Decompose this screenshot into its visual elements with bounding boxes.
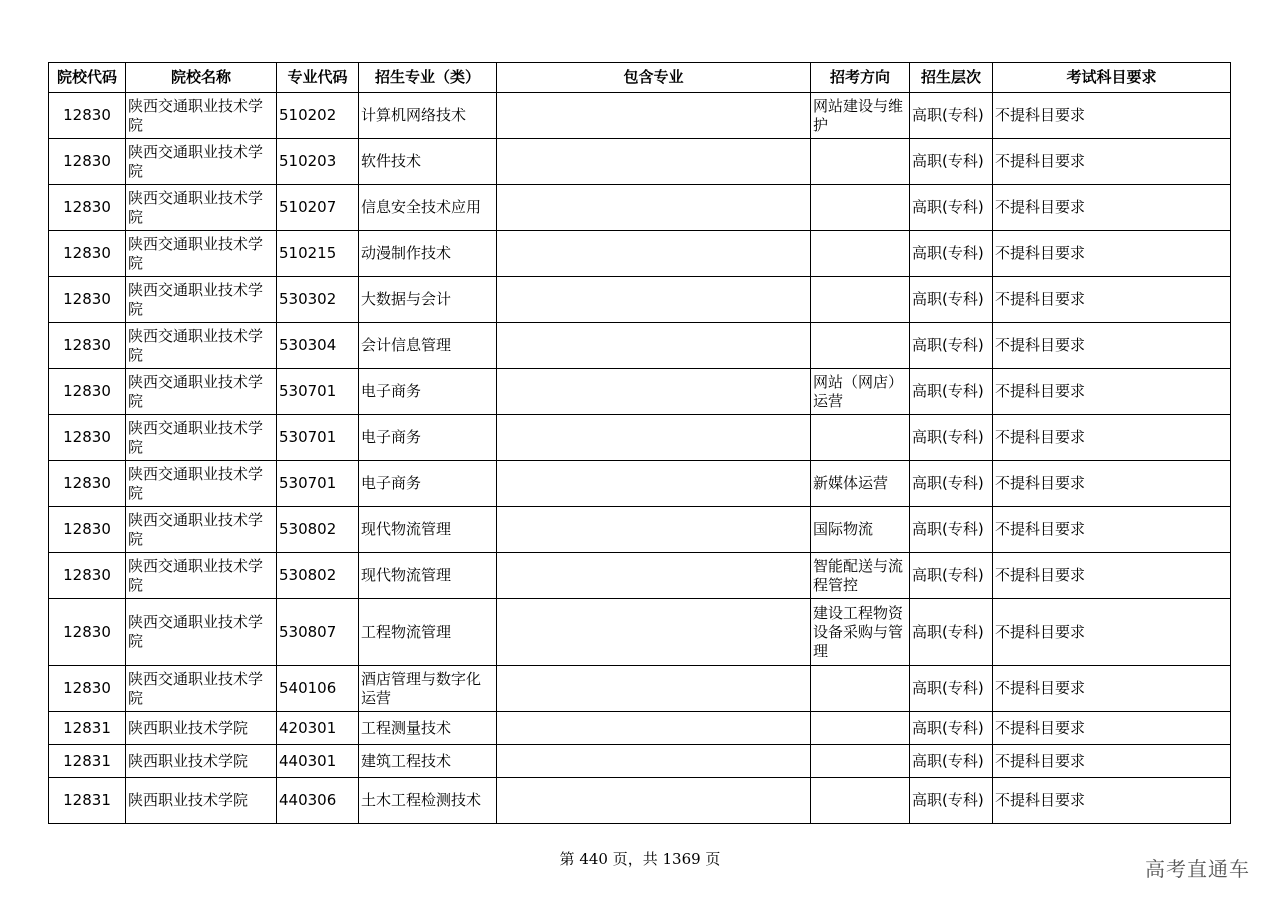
cell-subject-requirement: 不提科目要求 xyxy=(993,745,1231,778)
cell-subject-requirement: 不提科目要求 xyxy=(993,666,1231,712)
cell-subject-requirement: 不提科目要求 xyxy=(993,93,1231,139)
cell-major-category: 现代物流管理 xyxy=(359,553,497,599)
cell-subject-requirement: 不提科目要求 xyxy=(993,277,1231,323)
cell-school-name: 陕西交通职业技术学院 xyxy=(126,185,277,231)
cell-subject-requirement: 不提科目要求 xyxy=(993,415,1231,461)
cell-level: 高职(专科) xyxy=(910,231,993,277)
cell-major-code: 530701 xyxy=(277,415,359,461)
header-school-name: 院校名称 xyxy=(126,63,277,93)
cell-direction xyxy=(811,778,910,824)
table-row xyxy=(49,139,1231,185)
cell-school-code: 12830 xyxy=(49,277,126,323)
cell-school-name: 陕西交通职业技术学院 xyxy=(126,507,277,553)
cell-included-majors xyxy=(497,139,811,185)
cell-included-majors xyxy=(497,369,811,415)
cell-direction xyxy=(811,415,910,461)
cell-school-name: 陕西交通职业技术学院 xyxy=(126,369,277,415)
cell-subject-requirement: 不提科目要求 xyxy=(993,369,1231,415)
cell-school-name: 陕西交通职业技术学院 xyxy=(126,323,277,369)
header-school-code: 院校代码 xyxy=(49,63,126,93)
cell-school-name: 陕西交通职业技术学院 xyxy=(126,93,277,139)
cell-school-code: 12830 xyxy=(49,666,126,712)
cell-school-code: 12830 xyxy=(49,93,126,139)
cell-school-code: 12830 xyxy=(49,369,126,415)
cell-direction: 新媒体运营 xyxy=(811,461,910,507)
cell-subject-requirement: 不提科目要求 xyxy=(993,323,1231,369)
header-included-majors: 包含专业 xyxy=(497,63,811,93)
table-row xyxy=(49,185,1231,231)
cell-subject-requirement: 不提科目要求 xyxy=(993,553,1231,599)
cell-level: 高职(专科) xyxy=(910,778,993,824)
cell-school-name: 陕西职业技术学院 xyxy=(126,778,277,824)
cell-major-code: 530302 xyxy=(277,277,359,323)
table-row xyxy=(49,599,1231,666)
cell-major-code: 510202 xyxy=(277,93,359,139)
table-row xyxy=(49,277,1231,323)
cell-direction xyxy=(811,323,910,369)
cell-major-code: 440301 xyxy=(277,745,359,778)
header-major-category: 招生专业（类） xyxy=(359,63,497,93)
cell-school-code: 12830 xyxy=(49,507,126,553)
cell-major-category: 动漫制作技术 xyxy=(359,231,497,277)
cell-school-name: 陕西交通职业技术学院 xyxy=(126,415,277,461)
table-row xyxy=(49,231,1231,277)
header-major-code: 专业代码 xyxy=(277,63,359,93)
cell-major-code: 510203 xyxy=(277,139,359,185)
watermark-text: 高考直通车 xyxy=(1145,857,1250,881)
page-number: 第 440 页，共 1369 页 xyxy=(559,850,721,868)
cell-major-category: 电子商务 xyxy=(359,461,497,507)
cell-school-name: 陕西交通职业技术学院 xyxy=(126,277,277,323)
cell-school-name: 陕西交通职业技术学院 xyxy=(126,666,277,712)
cell-major-code: 530807 xyxy=(277,599,359,666)
cell-included-majors xyxy=(497,461,811,507)
cell-school-code: 12831 xyxy=(49,712,126,745)
cell-major-code: 530701 xyxy=(277,461,359,507)
table-row xyxy=(49,778,1231,824)
cell-major-category: 大数据与会计 xyxy=(359,277,497,323)
cell-direction xyxy=(811,666,910,712)
cell-school-code: 12830 xyxy=(49,139,126,185)
cell-school-code: 12831 xyxy=(49,778,126,824)
cell-school-code: 12830 xyxy=(49,185,126,231)
cell-major-category: 信息安全技术应用 xyxy=(359,185,497,231)
cell-school-code: 12830 xyxy=(49,599,126,666)
cell-subject-requirement: 不提科目要求 xyxy=(993,778,1231,824)
cell-direction xyxy=(811,277,910,323)
cell-direction: 建设工程物资设备采购与管理 xyxy=(811,599,910,666)
cell-school-code: 12830 xyxy=(49,415,126,461)
cell-direction xyxy=(811,185,910,231)
cell-school-name: 陕西交通职业技术学院 xyxy=(126,139,277,185)
table-row xyxy=(49,415,1231,461)
cell-major-code: 510215 xyxy=(277,231,359,277)
cell-major-category: 电子商务 xyxy=(359,415,497,461)
table-row xyxy=(49,461,1231,507)
cell-major-category: 酒店管理与数字化运营 xyxy=(359,666,497,712)
cell-included-majors xyxy=(497,599,811,666)
admissions-table xyxy=(48,62,1231,824)
cell-direction xyxy=(811,231,910,277)
cell-included-majors xyxy=(497,712,811,745)
cell-school-code: 12830 xyxy=(49,461,126,507)
cell-major-code: 530304 xyxy=(277,323,359,369)
cell-subject-requirement: 不提科目要求 xyxy=(993,231,1231,277)
cell-included-majors xyxy=(497,323,811,369)
cell-major-category: 电子商务 xyxy=(359,369,497,415)
cell-level: 高职(专科) xyxy=(910,93,993,139)
cell-school-name: 陕西交通职业技术学院 xyxy=(126,231,277,277)
table-row xyxy=(49,323,1231,369)
cell-included-majors xyxy=(497,93,811,139)
cell-major-category: 土木工程检测技术 xyxy=(359,778,497,824)
cell-subject-requirement: 不提科目要求 xyxy=(993,461,1231,507)
table-row xyxy=(49,712,1231,745)
table-row xyxy=(49,507,1231,553)
cell-level: 高职(专科) xyxy=(910,461,993,507)
table-row xyxy=(49,666,1231,712)
cell-level: 高职(专科) xyxy=(910,185,993,231)
cell-subject-requirement: 不提科目要求 xyxy=(993,507,1231,553)
cell-major-category: 软件技术 xyxy=(359,139,497,185)
cell-subject-requirement: 不提科目要求 xyxy=(993,712,1231,745)
cell-major-code: 420301 xyxy=(277,712,359,745)
cell-school-code: 12830 xyxy=(49,553,126,599)
cell-level: 高职(专科) xyxy=(910,277,993,323)
cell-included-majors xyxy=(497,185,811,231)
header-direction: 招考方向 xyxy=(811,63,910,93)
cell-level: 高职(专科) xyxy=(910,415,993,461)
cell-school-code: 12830 xyxy=(49,323,126,369)
table-row xyxy=(49,553,1231,599)
cell-included-majors xyxy=(497,415,811,461)
cell-included-majors xyxy=(497,666,811,712)
cell-level: 高职(专科) xyxy=(910,745,993,778)
cell-included-majors xyxy=(497,507,811,553)
table-row xyxy=(49,745,1231,778)
cell-level: 高职(专科) xyxy=(910,712,993,745)
cell-direction: 网站（网店）运营 xyxy=(811,369,910,415)
header-subject-requirement: 考试科目要求 xyxy=(993,63,1231,93)
cell-major-code: 440306 xyxy=(277,778,359,824)
cell-level: 高职(专科) xyxy=(910,553,993,599)
cell-included-majors xyxy=(497,778,811,824)
cell-included-majors xyxy=(497,553,811,599)
cell-major-category: 会计信息管理 xyxy=(359,323,497,369)
cell-level: 高职(专科) xyxy=(910,507,993,553)
cell-major-code: 540106 xyxy=(277,666,359,712)
cell-direction xyxy=(811,712,910,745)
cell-school-code: 12830 xyxy=(49,231,126,277)
header-row xyxy=(49,63,1231,93)
cell-school-name: 陕西交通职业技术学院 xyxy=(126,553,277,599)
cell-level: 高职(专科) xyxy=(910,599,993,666)
cell-major-code: 530802 xyxy=(277,507,359,553)
cell-major-code: 530802 xyxy=(277,553,359,599)
cell-level: 高职(专科) xyxy=(910,323,993,369)
cell-included-majors xyxy=(497,745,811,778)
cell-major-category: 工程物流管理 xyxy=(359,599,497,666)
table-row xyxy=(49,369,1231,415)
cell-level: 高职(专科) xyxy=(910,369,993,415)
cell-direction xyxy=(811,139,910,185)
cell-major-category: 计算机网络技术 xyxy=(359,93,497,139)
cell-direction: 国际物流 xyxy=(811,507,910,553)
cell-level: 高职(专科) xyxy=(910,666,993,712)
cell-subject-requirement: 不提科目要求 xyxy=(993,599,1231,666)
cell-school-name: 陕西交通职业技术学院 xyxy=(126,461,277,507)
table-row xyxy=(49,93,1231,139)
cell-school-name: 陕西交通职业技术学院 xyxy=(126,599,277,666)
cell-direction: 网站建设与维护 xyxy=(811,93,910,139)
cell-major-category: 建筑工程技术 xyxy=(359,745,497,778)
cell-included-majors xyxy=(497,277,811,323)
cell-major-code: 510207 xyxy=(277,185,359,231)
cell-included-majors xyxy=(497,231,811,277)
cell-major-category: 工程测量技术 xyxy=(359,712,497,745)
cell-school-name: 陕西职业技术学院 xyxy=(126,745,277,778)
cell-major-category: 现代物流管理 xyxy=(359,507,497,553)
cell-direction xyxy=(811,745,910,778)
cell-subject-requirement: 不提科目要求 xyxy=(993,139,1231,185)
cell-school-name: 陕西职业技术学院 xyxy=(126,712,277,745)
header-level: 招生层次 xyxy=(910,63,993,93)
cell-major-code: 530701 xyxy=(277,369,359,415)
cell-subject-requirement: 不提科目要求 xyxy=(993,185,1231,231)
cell-level: 高职(专科) xyxy=(910,139,993,185)
cell-school-code: 12831 xyxy=(49,745,126,778)
cell-direction: 智能配送与流程管控 xyxy=(811,553,910,599)
